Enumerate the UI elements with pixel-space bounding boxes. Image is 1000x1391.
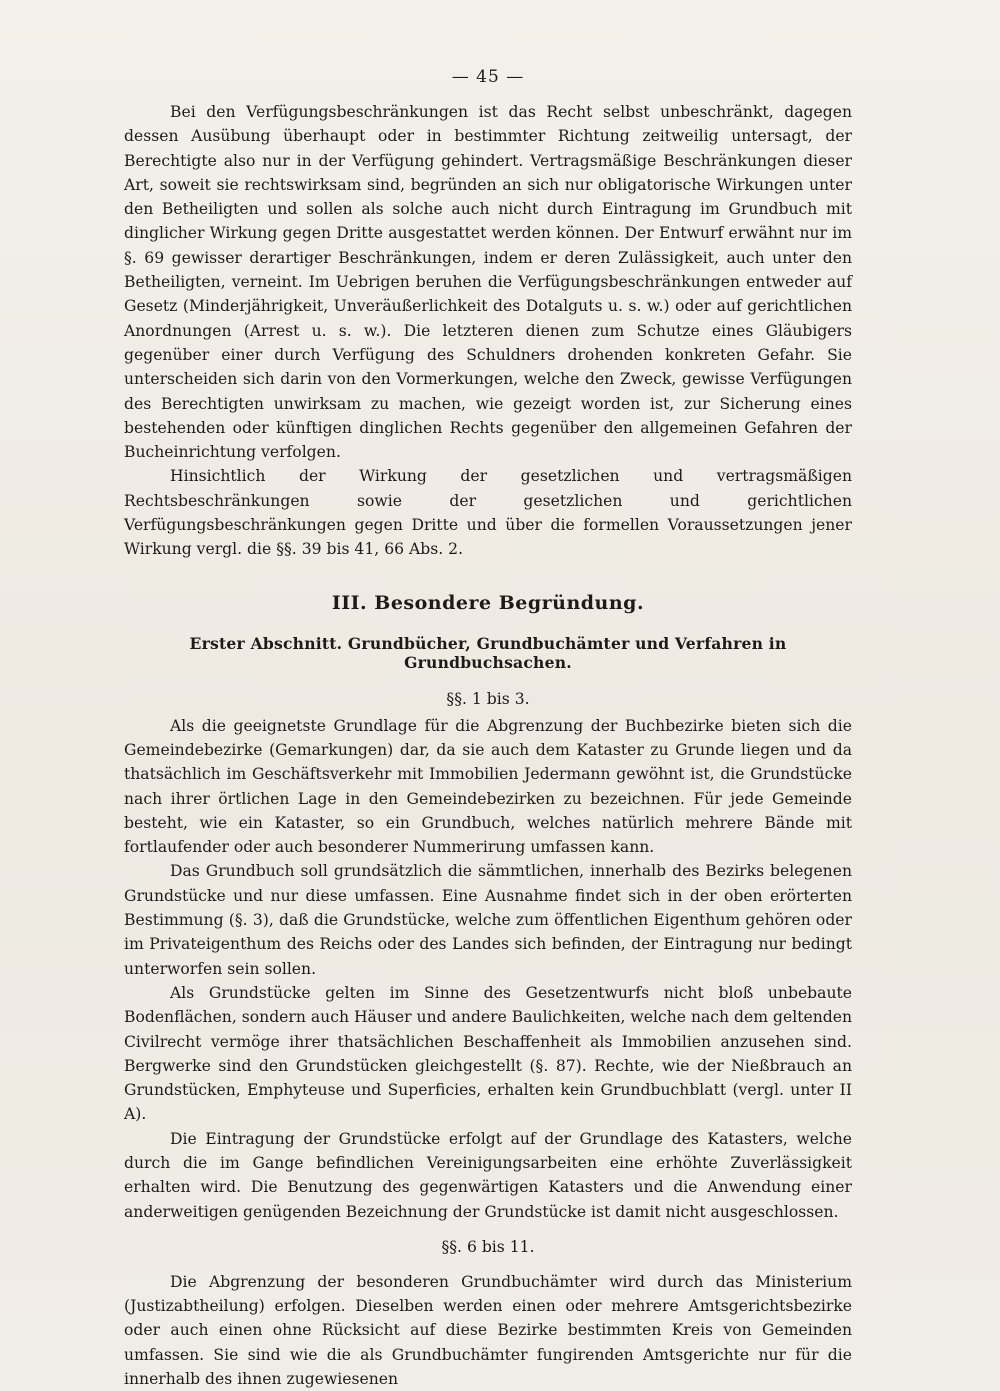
paragraph-heading-1-3: §§. 1 bis 3. [446, 689, 530, 708]
subsection-title: Erster Abschnitt. Grundbücher, Grundbuchämter und Verfahren in Grundbuchsachen. [189, 633, 787, 672]
paragraph-restrictions: Bei den Verfügungsbeschränkungen ist das Recht selbst unbeschränkt, dagegen dessen Ausübung überhaupt oder in bestimmter Richtung zeitweilig untersagt, der Berechtigte also nur in der Verfügung gehindert. Vertragsmäßige Beschränkungen dieser Art, soweit sie rechtswirksam sind, begründen an sich nur obligatorische Wirkungen unter den Betheiligten und sollen als solche auch nicht durch Eintragung im Grundbuch mit dinglicher Wirkung gegen Dritte ausgestattet werden können. Der Entwurf erwähnt nur im §. 69 gewisser derartiger Beschränkungen, indem er deren Zulässigkeit, auch unter den Betheiligten, verneint. Im Uebrigen beruhen die Verfügungsbeschränkungen entweder auf Gesetz (Minderjährigkeit, Unveräußerlichkeit des Dotalguts u. s. w.) oder auf gerichtlichen Anordnungen (Arrest u. s. w.). Die letzteren dienen zum Schutze eines Gläubigers gegenüber einer durch Verfügung des Schuldners drohenden konkreten Gefahr. Sie unterscheiden sich darin von den Vormerkungen, welche den Zweck, gewisse Verfügungen des Berechtigten unwirksam zu machen, wie gezeigt worden ist, zur Sicherung eines bestehenden oder künftigen dinglichen Rechts gegenüber den allgemeinen Gefahren der Bucheinrichtung verfolgen. [124, 103, 852, 462]
paragraph-grundbuch-scope: Das Grundbuch soll grundsätzlich die sämmtlichen, innerhalb des Bezirks belegenen Grundstücke und nur diese umfassen. Eine Ausnahme findet sich in der oben erörterten Bestimmung (§. 3), daß die Grundstücke, welche zum öffentlichen Eigenthum gehören oder im Privateigenthum des Reichs oder des Landes sich befinden, der Eintragung nur bedingt unterworfen sein sollen. [124, 862, 852, 978]
paragraph-buchbezirke: Als die geeignetste Grundlage für die Abgrenzung der Buchbezirke bieten sich die Gemeindebezirke (Gemarkungen) dar, da sie auch dem Kataster zu Grunde liegen und da thatsächlich im Geschäftsverkehr mit Immobilien Jedermann gewöhnt ist, die Grundstücke nach ihrer örtlichen Lage in den Gemeindebezirken zu bezeichnen. Für jede Gemeinde besteht, wie ein Kataster, so ein Grundbuch, welches natürlich mehrere Bände mit fortlaufender oder auch besonderer Nummerirung umfassen kann. [124, 716, 852, 857]
page-number: — 45 — [451, 67, 525, 87]
paragraph-effects: Hinsichtlich der Wirkung der gesetzlichen und vertragsmäßigen Rechtsbeschränkungen sowie der gesetzlichen und gerichtlichen Verfügungsbeschränkungen gegen Dritte und über die formellen Voraussetzungen jener Wirkung vergl. die §§. 39 bis 41, 66 Abs. 2. [124, 467, 852, 559]
paragraph-grundbuchaemter: Die Abgrenzung der besonderen Grundbuchämter wird durch das Ministerium (Justizabtheilung) erfolgen. Dieselben werden einen oder mehrere Amtsgerichtsbezirke oder auch einen ohne Rücksicht auf diese Bezirke bestimmten Kreis von Gemeinden umfassen. Sie sind wie die als Grundbuchämter fungirenden Amtsgerichte nur für die innerhalb des ihnen zugewiesenen [124, 1272, 852, 1389]
paragraph-heading-6-11: §§. 6 bis 11. [441, 1237, 535, 1256]
section-title: III. Besondere Begründung. [331, 591, 645, 614]
text-column [124, 58, 852, 1391]
paragraph-grundstuecke-definition: Als Grundstücke gelten im Sinne des Gesetzentwurfs nicht bloß unbebaute Bodenflächen, sondern auch Häuser und andere Baulichkeiten, welche nach dem geltenden Civilrecht vermöge ihrer thatsächlichen Beschaffenheit als Immobilien anzusehen sind. Bergwerke sind den Grundstücken gleichgestellt (§. 87). Rechte, wie der Nießbrauch an Grundstücken, Emphyteuse und Superficies, erhalten kein Grundbuchblatt (vergl. unter II A). [124, 983, 852, 1124]
paragraph-kataster: Die Eintragung der Grundstücke erfolgt auf der Grundlage des Katasters, welche durch die im Gange befindlichen Vereinigungsarbeiten eine erhöhte Zuverlässigkeit erhalten wird. Die Benutzung des gegenwärtigen Katasters und die Anwendung einer anderweitigen genügenden Bezeichnung der Grundstücke ist damit nicht ausgeschlossen. [124, 1129, 852, 1221]
